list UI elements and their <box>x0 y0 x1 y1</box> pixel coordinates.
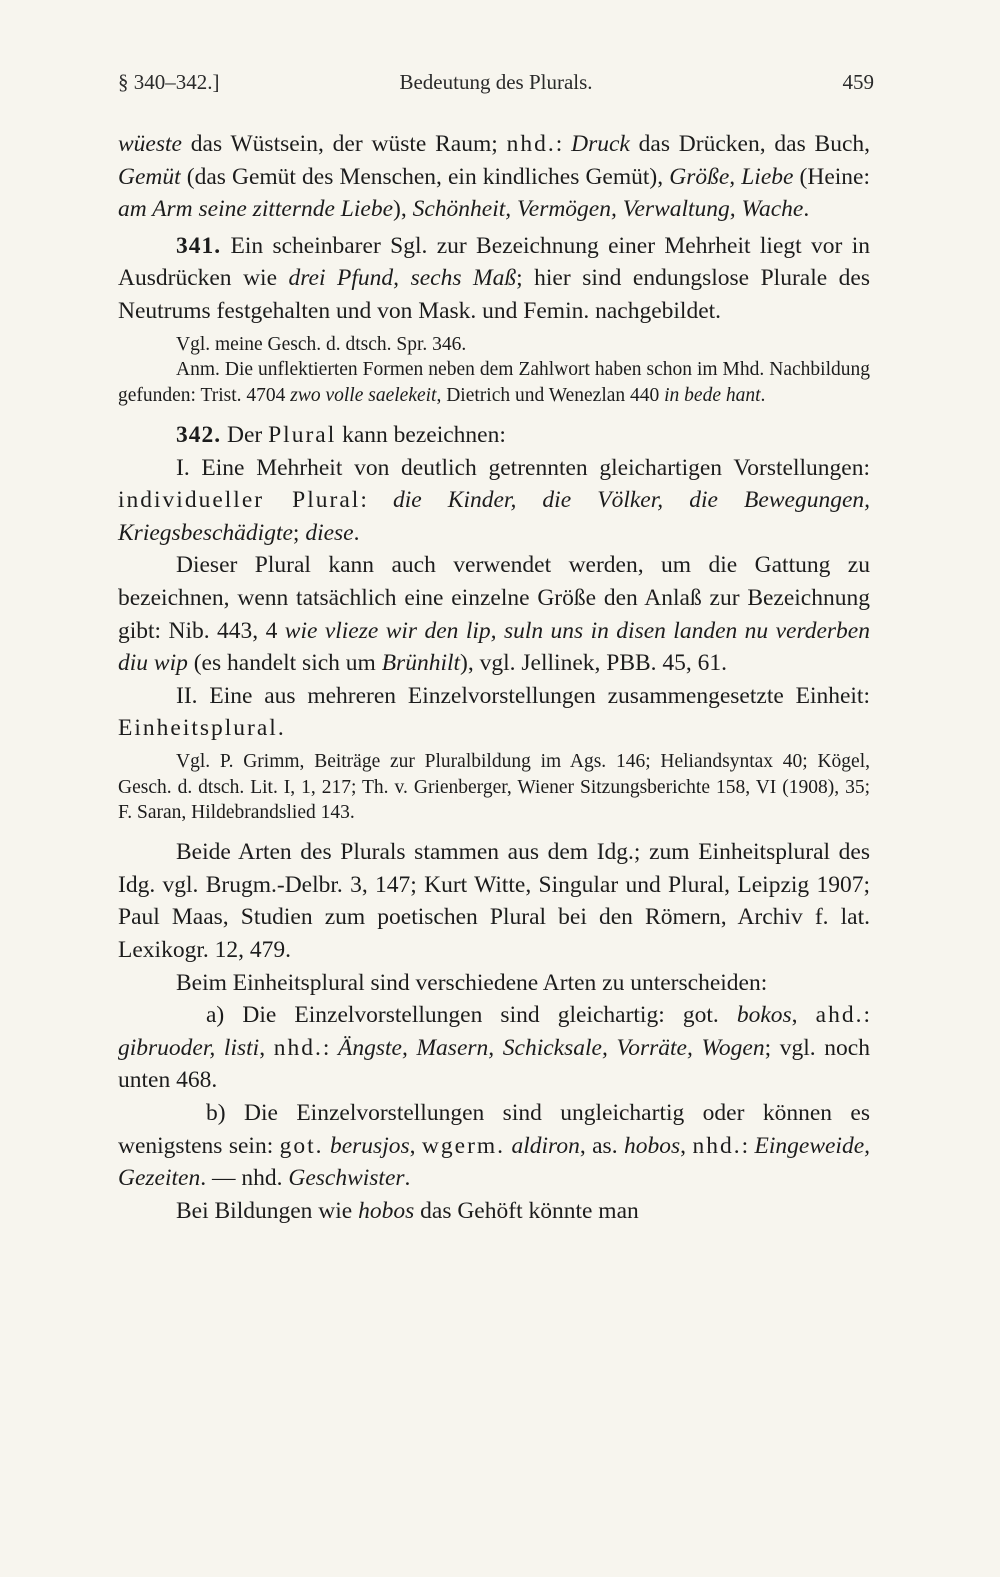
text-run: a) Die Einzelvorstellungen sind gleichartig: got. <box>206 1002 737 1029</box>
text-run: I. Eine Mehrheit von deutlich getrennten gleichartigen Vorstellungen: <box>176 454 870 481</box>
text-run: : <box>360 487 393 514</box>
text-run: das Gehöft könnte man <box>414 1197 639 1224</box>
spaced-term: wgerm. <box>421 1132 506 1159</box>
text-run: das Wüstsein, der wüste Raum; <box>181 131 507 157</box>
point-II <box>118 680 870 745</box>
italic-term: bokos <box>736 1002 792 1029</box>
spaced-term: nhd. <box>273 1034 323 1061</box>
paragraph-beide: Beide Arten des Plurals stammen aus dem Idg.; zum Einheitsplural des Idg. vgl. Brugm.-Delbr. 3, 147; Kurt Witte, Singular und Plural, Leipzig 1907; Paul Maas, Studien zum poetischen Plural bei den Römern, Archiv f. lat. Lexikogr. 12, 479. <box>118 839 870 964</box>
text-run: kann bezeichnen: <box>336 421 506 448</box>
text-run: , <box>259 1034 274 1061</box>
text-run: Bei Bildungen wie <box>176 1197 359 1224</box>
italic-term: hobos <box>358 1197 415 1224</box>
spaced-term: Plural <box>268 421 337 448</box>
text-run: ; <box>292 519 306 546</box>
text-run: ; hier sind endungslose Plurale des Neutrums festgehalten und von Mask. und Femin. nachgebildet. <box>118 265 871 324</box>
text-run: , as. <box>579 1132 624 1159</box>
text-run: . <box>760 385 766 407</box>
spaced-term: Einheitsplural <box>118 715 278 742</box>
text-run: : <box>741 1132 755 1159</box>
italic-term: Druck <box>571 131 630 157</box>
italic-term: aldiron <box>511 1132 580 1159</box>
italic-term: Geschwister <box>288 1165 405 1192</box>
section-range: § 340–342.] <box>118 70 220 94</box>
text-run: , <box>791 1002 816 1029</box>
text-run: ), <box>393 196 413 223</box>
page-body <box>118 128 870 1227</box>
italic-term: in bede hant <box>664 385 761 407</box>
spaced-term: nhd. <box>506 131 556 157</box>
italic-term: Brünhilt <box>381 650 461 677</box>
paragraph-last <box>118 1195 870 1228</box>
paragraph-beim: Beim Einheitsplural sind verschiedene Arten zu unterscheiden: <box>176 969 768 996</box>
page-number: 459 <box>842 70 874 94</box>
spaced-term: individueller Plural <box>118 487 361 514</box>
italic-term: gibruoder, listi <box>118 1034 260 1061</box>
running-title: Bedeutung des Plurals. <box>399 70 593 94</box>
italic-term: hobos <box>623 1132 681 1159</box>
text-run: Dieser Plural kann auch verwendet werden, um die Gattung zu bezeichnen, wenn tatsächlich eine einzelne Größe den Anlaß zur Bezeichnung gibt: Nib. 443, 4 <box>118 552 870 644</box>
text-run: (Heine: <box>793 163 870 190</box>
italic-term: Eingeweide, Gezeiten <box>118 1132 871 1192</box>
spaced-term: nhd. <box>692 1132 742 1159</box>
text-run: : <box>863 1002 870 1029</box>
spaced-term: got. <box>279 1132 324 1159</box>
text-run: . <box>353 519 360 546</box>
text-run: ; vgl. noch unten 468. <box>118 1034 870 1094</box>
italic-term: diese <box>305 519 354 546</box>
italic-term: Gemüt <box>118 163 181 190</box>
section-number: 342. <box>176 421 222 448</box>
italic-term: drei Pfund, sechs Maß <box>288 265 517 292</box>
section-341 <box>118 230 870 328</box>
section-number: 341. <box>176 232 222 259</box>
text-run: Der <box>221 421 269 448</box>
text-run: b) Die Einzelvorstellungen sind ungleichartig oder können es wenigstens sein: <box>118 1100 870 1159</box>
italic-term: die Kinder, die Völker, die Bewegungen, Kriegsbeschädigte <box>118 487 871 546</box>
text-run: (es handelt sich um <box>187 650 382 677</box>
spaced-term: ahd. <box>815 1002 864 1029</box>
text-run: Ein scheinbarer Sgl. zur Bezeichnung einer Mehrheit liegt vor in Ausdrücken wie <box>118 232 870 292</box>
text-run: Anm. Die unflektierten Formen neben dem Zahlwort haben schon im Mhd. Nachbildung gefunden: Trist. 4704 <box>118 359 870 407</box>
text-run: . <box>277 715 284 742</box>
reference-note: Vgl. P. Grimm, Beiträge zur Pluralbildung im Ags. 146; Heliandsyntax 40; Kögel, Gesch. d. dtsch. Lit. I, 1, 217; Th. v. Grienberger, Wiener Sitzungsberichte 158, VI (1908), 35; F. Saran, Hildebrandslied 143. <box>118 750 870 824</box>
italic-term: Größe, Liebe <box>669 163 794 190</box>
text-run: das Drücken, das Buch, <box>629 131 871 157</box>
italic-term: am Arm seine zitternde Liebe <box>118 196 394 223</box>
italic-term: Schönheit, Vermögen, Verwaltung, Wache <box>412 196 804 223</box>
text-run: , Dietrich und Wenezlan 440 <box>436 385 665 407</box>
text-run: . — nhd. <box>200 1165 289 1192</box>
point-I <box>118 452 870 550</box>
text-run: , <box>680 1132 693 1159</box>
italic-term: wüeste <box>118 131 182 157</box>
text-run: II. Eine aus mehreren Einzelvorstellungen zusammengesetzte Einheit: <box>176 682 870 709</box>
text-run: ), vgl. Jellinek, PBB. 45, 61. <box>460 650 728 677</box>
text-run: (das Gemüt des Menschen, ein kindliches Gemüt), <box>180 163 670 190</box>
italic-term: berusjos <box>329 1132 410 1159</box>
paragraph-continuation <box>118 128 870 226</box>
text-run: : <box>555 131 572 157</box>
point-a <box>118 999 870 1097</box>
paragraph-gattung <box>118 549 870 679</box>
running-header <box>118 70 874 102</box>
italic-term: Ängste, Masern, Schicksale, Vorräte, Wogen <box>338 1034 765 1061</box>
reference-note: Vgl. meine Gesch. d. dtsch. Spr. 346. <box>176 333 467 355</box>
text-run: . <box>803 196 810 223</box>
italic-quote: wie vlieze wir den lip, suln uns in disen landen nu verderben diu wip <box>118 617 870 677</box>
annotation-note <box>118 357 870 409</box>
text-run: , <box>409 1132 422 1159</box>
text-run: : <box>322 1034 338 1061</box>
point-b <box>118 1097 870 1195</box>
text-run: . <box>404 1165 411 1192</box>
section-342 <box>118 419 870 452</box>
italic-term: zwo volle saelekeit <box>290 385 437 407</box>
